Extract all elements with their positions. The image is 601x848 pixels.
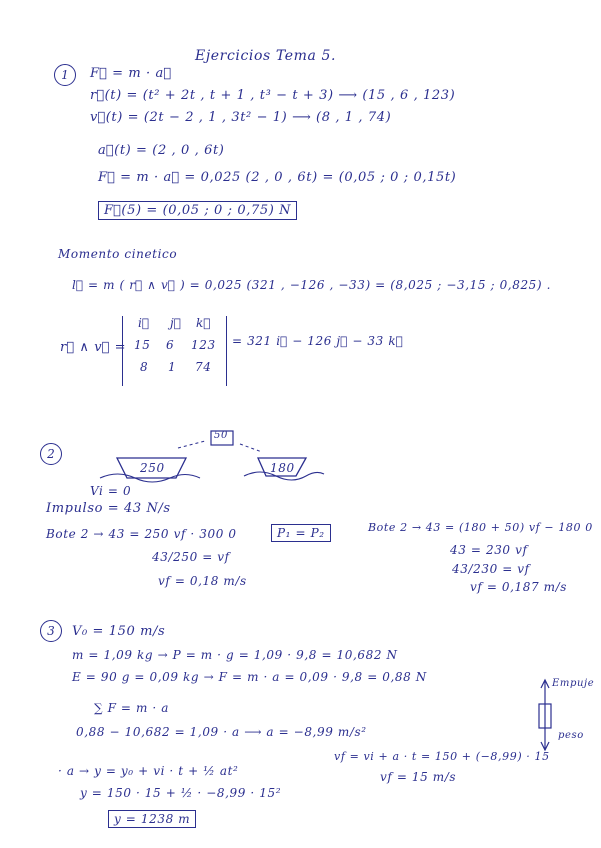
moment-line: l⃗ = m ( r⃗ ∧ v⃗ ) = 0,025 (321 , −126 , −33) = (8,025 ; −3,15 ; 0,825) . xyxy=(72,278,552,292)
matrix-r3c1: 8 xyxy=(140,360,149,374)
matrix-r1c1: i⃗ xyxy=(138,316,150,330)
matrix-r3c2: 1 xyxy=(168,360,177,374)
cross-product-result: = 321 i⃗ − 126 j⃗ − 33 k⃗ xyxy=(232,334,404,348)
page-title: Ejercicios Tema 5. xyxy=(195,48,337,64)
boat-1-label: 250 xyxy=(140,461,165,475)
cross-product-label: r⃗ ∧ v⃗ = xyxy=(60,340,127,355)
ex1-line-5: F⃗ = m · a⃗ = 0,025 (2 , 0 , 6t) = (0,05 ; 0 ; 0,15t) xyxy=(98,170,457,185)
boat-2-label: 180 xyxy=(270,461,295,475)
y-line-2: y = 150 · 15 + ½ · −8,99 · 15² xyxy=(80,786,282,800)
ex3-line-4: ∑ F = m · a xyxy=(94,701,169,715)
left-calc-2: vf = 0,18 m/s xyxy=(158,574,247,588)
right-calc-2: 43/230 = vf xyxy=(452,562,530,576)
ex3-line-5: 0,88 − 10,682 = 1,09 · a ⟶ a = −8,99 m/s² xyxy=(76,725,367,739)
ex1-line-3: v⃗(t) = (2t − 2 , 1 , 3t² − 1) ⟶ (8 , 1 , 74) xyxy=(90,110,392,125)
matrix-r1c3: k⃗ xyxy=(196,316,212,330)
right-calc-3: vf = 0,187 m/s xyxy=(470,580,568,594)
matrix-r3c3: 74 xyxy=(195,360,212,374)
bote2-left: Bote 2 → 43 = 250 vf · 300 0 xyxy=(46,527,237,541)
package-label: 50 xyxy=(214,430,228,441)
ex3-line-1: V₀ = 150 m/s xyxy=(72,624,166,639)
y-line-1: · a → y = y₀ + vi · t + ½ at² xyxy=(58,764,239,778)
trajectory-dash xyxy=(178,441,205,448)
ex1-result-box: F⃗(5) = (0,05 ; 0 ; 0,75) N xyxy=(98,201,297,220)
vf-result: vf = 15 m/s xyxy=(380,770,457,784)
exercise-3-number: 3 xyxy=(40,620,62,642)
ex1-line-2: r⃗(t) = (t² + 2t , t + 1 , t³ − t + 3) ⟶ (15 , 6 , 123) xyxy=(90,88,456,103)
ex3-line-2: m = 1,09 kg → P = m · g = 1,09 · 9,8 = 10,682 N xyxy=(72,648,398,662)
ex3-line-3: E = 90 g = 0,09 kg → F = m · a = 0,09 · 9,8 = 0,88 N xyxy=(72,670,427,684)
ex1-line-4: a⃗(t) = (2 , 0 , 6t) xyxy=(98,143,225,158)
vf-line: vf = vi + a · t = 150 + (−8,99) · 15 xyxy=(334,750,550,763)
exercise-1-number: 1 xyxy=(54,64,76,86)
peso-label: peso xyxy=(558,730,584,741)
bote2-right: Bote 2 → 43 = (180 + 50) vf − 180 0 xyxy=(368,521,593,534)
ex1-line-1: F⃗ = m · a⃗ xyxy=(90,66,172,81)
matrix-r2c2: 6 xyxy=(166,338,175,352)
y-result-box: y = 1238 m xyxy=(108,810,196,828)
matrix-r1c2: j⃗ xyxy=(170,316,182,330)
empuje-label: Empuje xyxy=(552,678,595,689)
exercise-2-number: 2 xyxy=(40,443,62,465)
initial-velocity: Vi = 0 xyxy=(90,484,132,498)
trajectory-dash-2 xyxy=(240,444,262,452)
moment-heading: Momento cinetico xyxy=(58,247,178,261)
impulse-line: Impulso = 43 N/s xyxy=(46,501,171,516)
right-calc-1: 43 = 230 vf xyxy=(450,543,528,557)
matrix-r2c3: 123 xyxy=(191,338,216,352)
momentum-equality-box: P₁ = P₂ xyxy=(271,524,331,542)
left-calc-1: 43/250 = vf xyxy=(152,550,230,564)
matrix-r2c1: 15 xyxy=(134,338,151,352)
